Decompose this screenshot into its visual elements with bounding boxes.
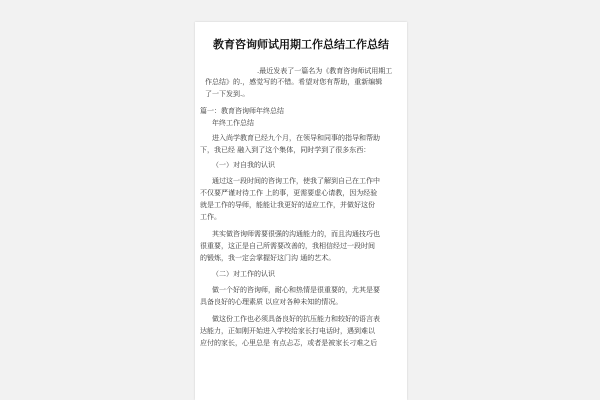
part1-heading: 篇一：教育咨询师年终总结 bbox=[200, 107, 284, 115]
section1-heading: （一）对自我的认识 bbox=[212, 161, 275, 169]
para4-line-2: 具备良好的心理素质 以应对各种未知的情况。 bbox=[200, 298, 343, 306]
para2-line-2: 不仅要严谨对待工作 上的事，更需要虚心请教，因为经验 bbox=[200, 189, 378, 197]
para2-line-3: 就是工作的导师，能能让我更好的适应工作，并做好这份 bbox=[200, 201, 375, 209]
document-title: 教育咨询师试用期工作总结工作总结 bbox=[213, 38, 389, 51]
para5-line-2: 达能力，正如刚开始进入学校给家长打电话时，遇到难以 bbox=[200, 327, 375, 335]
para2-line-4: 工作。 bbox=[200, 213, 221, 221]
para5-line-3: 应付的家长，心里总是 有点忐忑，或者是被家长刁难之后 bbox=[200, 339, 378, 347]
intro-line-2: 作总结》的.，感觉写的不错。希望对您有帮助，重新编辑 bbox=[205, 78, 383, 86]
document-page bbox=[195, 22, 407, 400]
para5-line-1: 做这份工作也必须具备良好的抗压能力和较好的语言表 bbox=[212, 315, 380, 323]
para1-line-2: 下，我已经 融入到了这个集体，同时学到了很多东西： bbox=[200, 146, 371, 154]
para4-line-1: 做一个好的咨询师，耐心和热情是很重要的，尤其是要 bbox=[212, 286, 380, 294]
para3-line-2: 很重要，这正是自己所需要改善的，我相信经过一段时间 bbox=[200, 242, 375, 250]
sub-heading: 年终工作总结 bbox=[212, 119, 254, 127]
para3-line-3: 的锻炼，我一定会掌握好这门沟 通的艺术。 bbox=[200, 254, 336, 262]
intro-line-3: 了一下发到.。 bbox=[205, 90, 250, 98]
para1-line-1: 进入尚学教育已经九个月，在领导和同事的指导和帮助 bbox=[212, 134, 380, 142]
intro-line-1: .最近发表了一篇名为《教育咨询师试用期工 bbox=[257, 67, 393, 75]
para2-line-1: 通过这一段时间的咨询工作，使我了解到自己在工作中 bbox=[212, 177, 380, 185]
para3-line-1: 其实做咨询师需要很强的沟通能力的，而且沟通技巧也 bbox=[212, 230, 380, 238]
section2-heading: （二）对工作的认识 bbox=[212, 270, 275, 278]
